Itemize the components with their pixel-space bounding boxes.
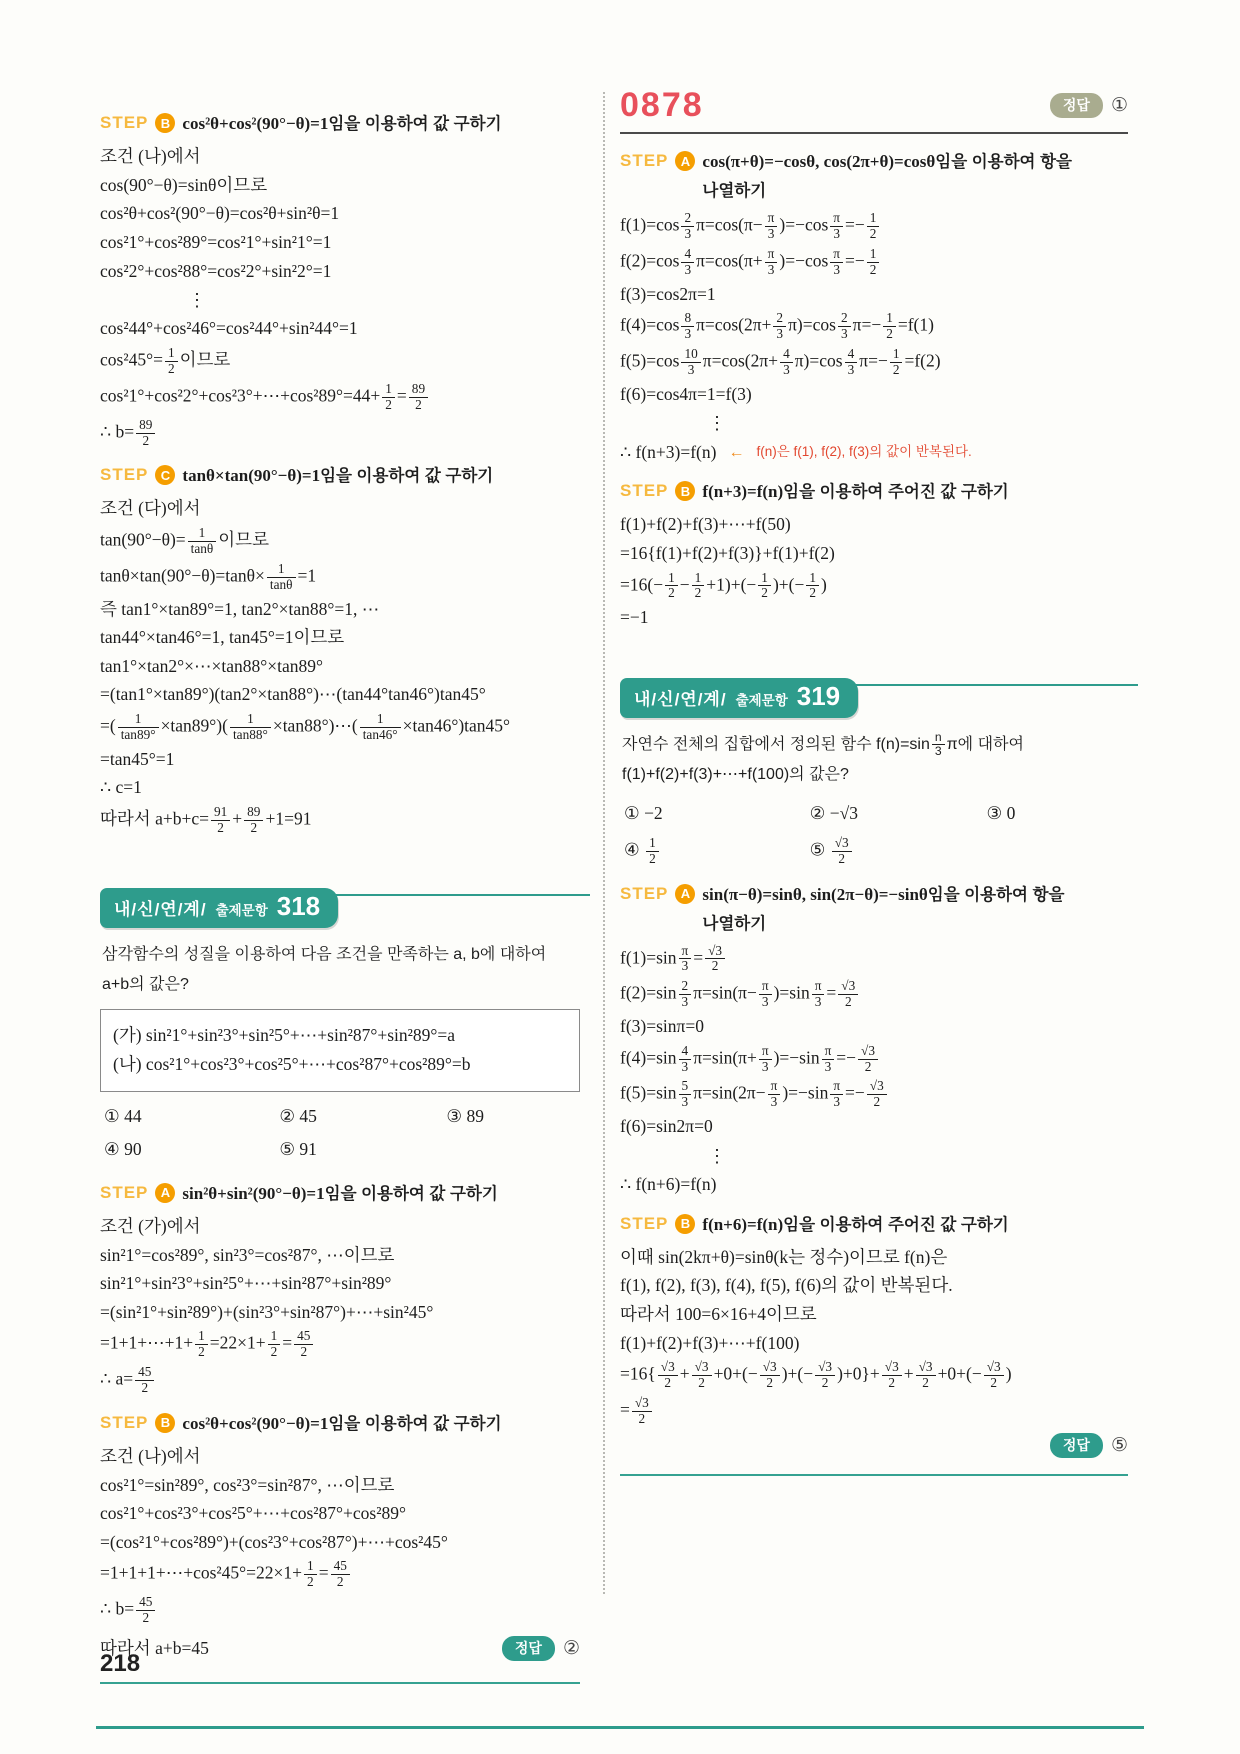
choice-5: ⑤ $\frac{√3}{2}$ bbox=[810, 836, 987, 867]
step-title-ko: 임을 이용하여 주어진 값 구하기 bbox=[783, 483, 1009, 502]
solution-line: tan(90°−θ)= $\frac{1}{\tan\theta}$ 이므로 bbox=[100, 525, 269, 556]
fraction: $\frac{√3}{2}$ bbox=[705, 944, 725, 975]
answer-badge: 정답 bbox=[1050, 93, 1103, 118]
step-title-math: sin²θ+sin²(90°−θ)=1 bbox=[182, 1183, 325, 1203]
step-title-ko: 임을 이용하여 항을 bbox=[935, 153, 1072, 171]
problem-319 bbox=[620, 678, 1128, 867]
fraction: $\frac{1}{2}$ bbox=[890, 347, 903, 378]
step-title bbox=[702, 883, 1128, 936]
annotation-arrow-icon: ← bbox=[728, 443, 745, 461]
solution-line: f(5)=cos $\frac{10}{3}$ π=cos(2π+ $\frac{4}{3}$ π)=cos $\frac{4}{3}$ π=− $\frac{1}{2}$ =f(2) bbox=[620, 345, 941, 377]
condition-box bbox=[100, 1009, 580, 1092]
fraction: $\frac{1}{2}$ bbox=[665, 571, 678, 602]
step-title-math: cos²θ+cos²(90°−θ)=1 bbox=[182, 114, 329, 133]
solution-lines bbox=[620, 513, 1128, 630]
left-column bbox=[100, 96, 580, 1684]
solution-line: =−1 bbox=[620, 607, 649, 628]
question-line: 삼각함수의 성질을 이용하여 다음 조건을 만족하는 a, b에 대하여 bbox=[102, 945, 547, 963]
answer-row bbox=[100, 1632, 580, 1666]
fraction: $\frac{√3}{2}$ bbox=[858, 1044, 878, 1075]
step-title bbox=[182, 464, 580, 489]
step-title-math: cos(π+θ)=−cosθ, cos(2π+θ)=cosθ bbox=[702, 152, 936, 171]
solution-line: 따라서 a+b+c= $\frac{91}{2}$ + $\frac{89}{2}$ +1=91 bbox=[100, 804, 312, 835]
fraction: $\frac{1}{2}$ bbox=[195, 1329, 208, 1360]
step-label: STEP bbox=[100, 1412, 149, 1432]
badge-problem-number: 319 bbox=[796, 680, 841, 711]
badge-rule bbox=[835, 684, 1138, 686]
choice-4: ④ 90 bbox=[104, 1138, 142, 1159]
solution-lines bbox=[100, 145, 580, 448]
solution-line: tan44°×tan46°=1, tan45°=1이므로 bbox=[100, 627, 345, 648]
solution-line: f(1)=cos $\frac{2}{3}$ π=cos(π− $\frac{\pi}{3}$ )=−cos $\frac{\pi}{3}$ =− $\frac{1}{2}$ bbox=[620, 211, 1128, 242]
question-line: 자연수 전체의 집합에서 정의된 함수 f(n)=sin $\frac{n}{3}$ π에 대하여 bbox=[622, 729, 1024, 759]
fraction: $\frac{1}{\tan\theta}$ bbox=[188, 526, 217, 557]
fraction: $\frac{√3}{2}$ bbox=[760, 1360, 780, 1391]
solution-lines bbox=[620, 944, 1128, 1197]
solution-line: =( $\frac{1}{\tan 89^\circ}$ ×tan89°)( $\frac{1}{\tan 88^\circ}$ ×tan88°)⋯( $\frac{1}{\tan 46^\circ}$ ×tan46°)tan45° bbox=[100, 711, 511, 742]
solution-line: cos²45°= $\frac{1}{2}$ 이므로 bbox=[100, 345, 231, 376]
fraction: $\frac{45}{2}$ bbox=[331, 1559, 350, 1590]
solution-line: =16{ $\frac{√3}{2}$ + $\frac{√3}{2}$ +0+(− $\frac{√3}{2}$ )+(− $\frac{√3}{2}$ )+0}+ $\frac{√3}{2}$ + $\frac{√3}{2}$ +0+(− $\frac{√3}{2}$ ) bbox=[620, 1359, 1012, 1391]
step-title-math: tanθ×tan(90°−θ)=1 bbox=[182, 466, 321, 486]
step-header bbox=[100, 1412, 580, 1437]
solution-line: f(5)=sin $\frac{5}{3}$ π=sin(2π− $\frac{\pi}{3}$ )=−sin $\frac{\pi}{3}$ =− $\frac{√3}{2}$ bbox=[620, 1079, 1128, 1110]
solution-line: cos²θ+cos²(90°−θ)=cos²θ+sin²θ=1 bbox=[100, 203, 340, 224]
question-line: a+b의 값은? bbox=[102, 976, 189, 994]
step-section-a-319 bbox=[620, 883, 1128, 1197]
solution-lines bbox=[100, 1445, 580, 1626]
problem-318-header bbox=[100, 888, 580, 928]
fraction: $\frac{89}{2}$ bbox=[244, 805, 263, 836]
fraction: $\frac{\pi}{3}$ bbox=[812, 979, 825, 1010]
solution-line: f(6)=sin2π=0 bbox=[620, 1116, 713, 1137]
solution-line: 따라서 100=6×16+4이므로 bbox=[620, 1304, 817, 1325]
solution-line: cos(90°−θ)=sinθ이므로 bbox=[100, 174, 268, 195]
solution-line: = $\frac{√3}{2}$ bbox=[620, 1396, 1128, 1427]
choice-2: ② 45 bbox=[279, 1105, 317, 1126]
fraction: $\frac{89}{2}$ bbox=[409, 382, 428, 413]
fraction: $\frac{89}{2}$ bbox=[136, 418, 155, 449]
step-header bbox=[100, 464, 580, 489]
solution-line: cos²1°+cos²2°+cos²3°+⋯+cos²89°=44+ $\frac{1}{2}$ = $\frac{89}{2}$ bbox=[100, 382, 580, 413]
fraction: $\frac{45}{2}$ bbox=[135, 1365, 154, 1396]
badge-sub-label: 출제문항 bbox=[735, 692, 788, 708]
step-title-math: f(n+3)=f(n) bbox=[702, 482, 784, 502]
step-title-ko-cont: 나열하기 bbox=[702, 914, 767, 933]
solution-line: tanθ×tan(90°−θ)=tanθ× $\frac{1}{\tan\theta}$ =1 bbox=[100, 560, 317, 592]
fraction: $\frac{\pi}{3}$ bbox=[759, 979, 772, 1010]
fraction: $\frac{4}{3}$ bbox=[845, 347, 858, 378]
question-line: f(1)+f(2)+f(3)+⋯+f(100)의 값은? bbox=[622, 766, 849, 784]
fraction: $\frac{\pi}{3}$ bbox=[765, 247, 778, 278]
fraction: $\frac{5}{3}$ bbox=[679, 1079, 692, 1110]
problem-319-header bbox=[620, 678, 1128, 718]
step-title bbox=[702, 1213, 1128, 1238]
solution-line: =(cos²1°+cos²89°)+(cos²3°+cos²87°)+⋯+cos²45° bbox=[100, 1531, 448, 1552]
step-title bbox=[702, 480, 1128, 505]
fraction: $\frac{2}{3}$ bbox=[773, 311, 786, 342]
choice-4: ④ $\frac{1}{2}$ bbox=[624, 836, 810, 867]
badge-sub-label: 출제문항 bbox=[215, 902, 268, 918]
solution-lines bbox=[100, 497, 580, 836]
solution-line: cos²1°+cos²3°+cos²5°+⋯+cos²87°+cos²89° bbox=[100, 1503, 406, 1524]
step-header bbox=[620, 883, 1128, 936]
badge-series-label: 내/신/연/계/ bbox=[634, 689, 727, 709]
solution-line: f(1), f(2), f(3), f(4), f(5), f(6)의 값이 반복된다. bbox=[620, 1275, 953, 1296]
step-title-math: f(n+6)=f(n) bbox=[702, 1214, 784, 1234]
fraction: $\frac{1}{2}$ bbox=[646, 836, 659, 867]
solution-line: ∴ c=1 bbox=[100, 777, 142, 798]
solution-line: ∴ f(n+6)=f(n) bbox=[620, 1174, 717, 1195]
step-letter-badge: B bbox=[155, 1413, 175, 1433]
step-letter-badge: C bbox=[155, 465, 175, 485]
step-letter-badge: A bbox=[155, 1183, 175, 1203]
step-title-math: cos²θ+cos²(90°−θ)=1 bbox=[182, 1413, 329, 1433]
problem-number: 0878 bbox=[620, 86, 704, 124]
section-end-rule bbox=[620, 1474, 1128, 1476]
bottom-rule bbox=[96, 1726, 1144, 1729]
step-label: STEP bbox=[620, 1213, 669, 1233]
fraction: $\frac{\pi}{3}$ bbox=[830, 247, 843, 278]
step-section-b-319 bbox=[620, 1213, 1128, 1476]
solution-line: f(3)=sinπ=0 bbox=[620, 1016, 704, 1037]
fraction: $\frac{1}{2}$ bbox=[867, 211, 880, 242]
solution-line: 즉 tan1°×tan89°=1, tan2°×tan88°=1, ⋯ bbox=[100, 598, 380, 619]
fraction: $\frac{2}{3}$ bbox=[681, 211, 694, 242]
solution-line: f(1)+f(2)+f(3)+⋯+f(50) bbox=[620, 514, 791, 535]
solution-line: 조건 (나)에서 bbox=[100, 146, 201, 166]
solution-line: ⋮ bbox=[708, 1145, 726, 1166]
solution-line: ∴ a= $\frac{45}{2}$ bbox=[100, 1365, 580, 1396]
step-title bbox=[182, 1182, 580, 1207]
fraction: $\frac{4}{3}$ bbox=[679, 1044, 692, 1075]
fraction: $\frac{√3}{2}$ bbox=[832, 836, 852, 867]
choice-3: ③ 0 bbox=[986, 802, 1016, 823]
fraction: $\frac{√3}{2}$ bbox=[815, 1360, 835, 1391]
step-title-math: sin(π−θ)=sinθ, sin(2π−θ)=−sinθ bbox=[702, 884, 928, 904]
final-statement: 따라서 a+b=45 bbox=[100, 1638, 209, 1659]
step-section-a-0878 bbox=[620, 150, 1128, 464]
fraction: $\frac{1}{\tan 46^\circ}$ bbox=[360, 712, 401, 743]
fraction: $\frac{1}{2}$ bbox=[268, 1329, 281, 1360]
annotation-text: f(n)은 f(1), f(2), f(3)의 값이 반복된다. bbox=[756, 444, 972, 460]
solution-line: sin²1°=cos²89°, sin²3°=cos²87°, ⋯이므로 bbox=[100, 1244, 395, 1265]
choice-2: ② −√3 bbox=[809, 802, 858, 823]
fraction: $\frac{\pi}{3}$ bbox=[822, 1044, 835, 1075]
solution-line: ∴ b= $\frac{45}{2}$ bbox=[100, 1595, 580, 1626]
fraction: $\frac{√3}{2}$ bbox=[984, 1360, 1004, 1391]
solution-line: 조건 (가)에서 bbox=[100, 1215, 201, 1236]
right-column bbox=[620, 88, 1128, 1476]
solution-line: =1+1+⋯+1+ $\frac{1}{2}$ =22×1+ $\frac{1}{2}$ = $\frac{45}{2}$ bbox=[100, 1329, 580, 1360]
step-label: STEP bbox=[100, 1182, 149, 1202]
step-label: STEP bbox=[100, 465, 149, 485]
answer-choices bbox=[624, 803, 1128, 867]
condition-ga: (가) sin²1°+sin²3°+sin²5°+⋯+sin²87°+sin²89°=a bbox=[113, 1024, 456, 1045]
fraction: $\frac{1}{2}$ bbox=[806, 571, 819, 602]
linked-problem-badge bbox=[620, 678, 858, 718]
fraction: $\frac{1}{2}$ bbox=[382, 382, 395, 413]
fraction: $\frac{1}{\tan\theta}$ bbox=[267, 562, 296, 593]
solution-line: sin²1°+sin²3°+sin²5°+⋯+sin²87°+sin²89° bbox=[100, 1273, 392, 1294]
fraction: $\frac{1}{2}$ bbox=[692, 571, 705, 602]
step-section-b-318 bbox=[100, 1412, 580, 1684]
fraction: $\frac{n}{3}$ bbox=[932, 731, 945, 759]
fraction: $\frac{8}{3}$ bbox=[681, 311, 694, 342]
step-title bbox=[702, 150, 1128, 203]
conclusion-math: ∴ f(n+3)=f(n) bbox=[620, 441, 717, 462]
choice-3: ③ 89 bbox=[446, 1105, 484, 1126]
step-header bbox=[620, 150, 1128, 203]
solution-line: cos²44°+cos²46°=cos²44°+sin²44°=1 bbox=[100, 318, 358, 339]
linked-problem-badge bbox=[100, 888, 338, 928]
fraction: $\frac{√3}{2}$ bbox=[867, 1079, 887, 1110]
solution-line: f(2)=sin $\frac{2}{3}$ π=sin(π− $\frac{\pi}{3}$ )=sin $\frac{\pi}{3}$ = $\frac{√3}{2}$ bbox=[620, 979, 1128, 1010]
step-section-b-846 bbox=[100, 112, 580, 448]
problem-0878-header bbox=[620, 88, 1128, 134]
step-header bbox=[100, 1182, 580, 1207]
answer-row bbox=[620, 1433, 1128, 1458]
solution-line: ∴ b= $\frac{89}{2}$ bbox=[100, 418, 580, 449]
column-divider bbox=[603, 92, 605, 1594]
fraction: $\frac{2}{3}$ bbox=[679, 979, 692, 1010]
choice-5: ⑤ 91 bbox=[279, 1138, 317, 1159]
fraction: $\frac{45}{2}$ bbox=[136, 1595, 155, 1626]
step-label: STEP bbox=[620, 151, 669, 170]
badge-rule bbox=[315, 894, 590, 896]
step-section-c bbox=[100, 464, 580, 836]
choice-1: ① −2 bbox=[624, 802, 663, 823]
fraction: $\frac{1}{2}$ bbox=[165, 346, 178, 377]
solution-line: cos²2°+cos²88°=cos²2°+sin²2°=1 bbox=[100, 260, 332, 281]
step-letter-badge: A bbox=[675, 151, 695, 171]
solution-line: 조건 (다)에서 bbox=[100, 498, 201, 519]
solution-line: =(sin²1°+sin²89°)+(sin²3°+sin²87°)+⋯+sin²45° bbox=[100, 1301, 434, 1322]
fraction: $\frac{4}{3}$ bbox=[780, 347, 793, 378]
fraction: $\frac{\pi}{3}$ bbox=[765, 211, 778, 242]
step-title bbox=[182, 1412, 580, 1437]
step-title-ko: 임을 이용하여 항을 bbox=[927, 885, 1065, 904]
solution-line: f(4)=cos $\frac{8}{3}$ π=cos(2π+ $\frac{2}{3}$ π)=cos $\frac{2}{3}$ π=− $\frac{1}{2}$ =f(1) bbox=[620, 310, 934, 342]
badge-problem-number: 318 bbox=[276, 890, 321, 921]
solution-line: f(4)=sin $\frac{4}{3}$ π=sin(π+ $\frac{\pi}{3}$ )=−sin $\frac{\pi}{3}$ =− $\frac{√3}{2}$ bbox=[620, 1044, 1128, 1075]
condition-na: (나) cos²1°+cos²3°+cos²5°+⋯+cos²87°+cos²89°=b bbox=[113, 1054, 471, 1075]
answer-number: ⑤ bbox=[1110, 1434, 1128, 1456]
fraction: $\frac{\pi}{3}$ bbox=[830, 1079, 843, 1110]
conclusion-line bbox=[620, 441, 1128, 465]
step-title bbox=[182, 112, 580, 137]
step-letter-badge: B bbox=[155, 113, 175, 133]
answer-badge: 정답 bbox=[502, 1636, 555, 1661]
choice-1: ① 44 bbox=[104, 1105, 142, 1126]
step-title-ko: 임을 이용하여 값 구하기 bbox=[320, 467, 494, 486]
fraction: $\frac{1}{2}$ bbox=[867, 247, 880, 278]
page-number: 218 bbox=[100, 1650, 141, 1677]
solution-line: f(6)=cos4π=1=f(3) bbox=[620, 383, 752, 404]
step-section-b-0878 bbox=[620, 480, 1128, 630]
step-title-ko: 임을 이용하여 값 구하기 bbox=[324, 1184, 498, 1203]
step-header bbox=[620, 480, 1128, 505]
answer-choices bbox=[104, 1106, 580, 1160]
section-end-rule bbox=[100, 1682, 580, 1684]
solution-line: ⋮ bbox=[708, 413, 726, 434]
fraction: $\frac{4}{3}$ bbox=[681, 247, 694, 278]
fraction: $\frac{1}{\tan 89^\circ}$ bbox=[118, 712, 159, 743]
step-title-ko: 임을 이용하여 값 구하기 bbox=[328, 1414, 502, 1433]
solution-line: =1+1+1+⋯+cos²45°=22×1+ $\frac{1}{2}$ = $\frac{45}{2}$ bbox=[100, 1559, 580, 1590]
solution-line: =16{f(1)+f(2)+f(3)}+f(1)+f(2) bbox=[620, 542, 835, 563]
step-letter-badge: B bbox=[675, 481, 695, 501]
step-letter-badge: A bbox=[675, 884, 695, 904]
step-section-a-318 bbox=[100, 1182, 580, 1396]
solution-line: f(1)+f(2)+f(3)+⋯+f(100) bbox=[620, 1332, 800, 1353]
fraction: $\frac{45}{2}$ bbox=[294, 1329, 313, 1360]
solution-lines bbox=[620, 1246, 1128, 1427]
question-text bbox=[102, 940, 580, 1001]
solution-line: tan1°×tan2°×⋯×tan88°×tan89° bbox=[100, 655, 323, 676]
fraction: $\frac{\pi}{3}$ bbox=[768, 1079, 781, 1110]
fraction: $\frac{√3}{2}$ bbox=[838, 979, 858, 1010]
step-header bbox=[620, 1213, 1128, 1238]
solution-line: 조건 (나)에서 bbox=[100, 1445, 201, 1466]
fraction: $\frac{1}{2}$ bbox=[883, 311, 896, 342]
fraction: $\frac{√3}{2}$ bbox=[632, 1396, 652, 1427]
step-title-ko: 임을 이용하여 값 구하기 bbox=[328, 115, 502, 133]
step-letter-badge: B bbox=[675, 1214, 695, 1234]
fraction: $\frac{2}{3}$ bbox=[838, 311, 851, 342]
solution-line: f(3)=cos2π=1 bbox=[620, 283, 716, 304]
answer-number: ② bbox=[562, 1638, 580, 1660]
answer-badge: 정답 bbox=[1050, 1433, 1103, 1458]
solution-line: cos²1°=sin²89°, cos²3°=sin²87°, ⋯이므로 bbox=[100, 1474, 395, 1495]
problem-318 bbox=[100, 888, 580, 1160]
fraction: $\frac{1}{\tan 88^\circ}$ bbox=[230, 712, 271, 743]
solution-line: 이때 sin(2kπ+θ)=sinθ(k는 정수)이므로 f(n)은 bbox=[620, 1246, 948, 1267]
solution-line: f(2)=cos $\frac{4}{3}$ π=cos(π+ $\frac{\pi}{3}$ )=−cos $\frac{\pi}{3}$ =− $\frac{1}{2}$ bbox=[620, 247, 1128, 278]
fraction: $\frac{10}{3}$ bbox=[681, 347, 700, 378]
fraction: $\frac{1}{2}$ bbox=[758, 571, 771, 602]
solution-line: ⋮ bbox=[188, 290, 206, 311]
solution-line: cos²1°+cos²89°=cos²1°+sin²1°=1 bbox=[100, 231, 332, 252]
solution-line: =tan45°=1 bbox=[100, 748, 175, 769]
fraction: $\frac{√3}{2}$ bbox=[692, 1360, 712, 1391]
fraction: $\frac{\pi}{3}$ bbox=[830, 211, 843, 242]
solution-line: =(tan1°×tan89°)(tan2°×tan88°)⋯(tan44°tan46°)tan45° bbox=[100, 684, 486, 705]
step-label: STEP bbox=[620, 481, 669, 501]
fraction: $\frac{91}{2}$ bbox=[211, 805, 230, 836]
fraction: $\frac{\pi}{3}$ bbox=[759, 1044, 772, 1075]
solution-line: =16(− $\frac{1}{2}$ − $\frac{1}{2}$ +1)+(− $\frac{1}{2}$ )+(− $\frac{1}{2}$ ) bbox=[620, 569, 827, 601]
fraction: $\frac{1}{2}$ bbox=[304, 1559, 317, 1590]
step-title-ko-cont: 나열하기 bbox=[702, 182, 767, 200]
fraction: $\frac{√3}{2}$ bbox=[658, 1360, 678, 1391]
step-label: STEP bbox=[620, 883, 669, 903]
step-label: STEP bbox=[100, 113, 149, 132]
solution-line: f(1)=sin $\frac{\pi}{3}$ = $\frac{√3}{2}$ bbox=[620, 944, 1128, 975]
question-text bbox=[622, 730, 1128, 791]
fraction: $\frac{\pi}{3}$ bbox=[679, 944, 692, 975]
badge-series-label: 내/신/연/계/ bbox=[114, 899, 207, 919]
solution-lines bbox=[620, 211, 1128, 436]
answer-number: ① bbox=[1110, 94, 1128, 116]
step-header bbox=[100, 112, 580, 137]
step-title-ko: 임을 이용하여 주어진 값 구하기 bbox=[783, 1215, 1009, 1234]
fraction: $\frac{√3}{2}$ bbox=[882, 1360, 902, 1391]
solution-lines bbox=[100, 1215, 580, 1396]
fraction: $\frac{√3}{2}$ bbox=[916, 1360, 936, 1391]
